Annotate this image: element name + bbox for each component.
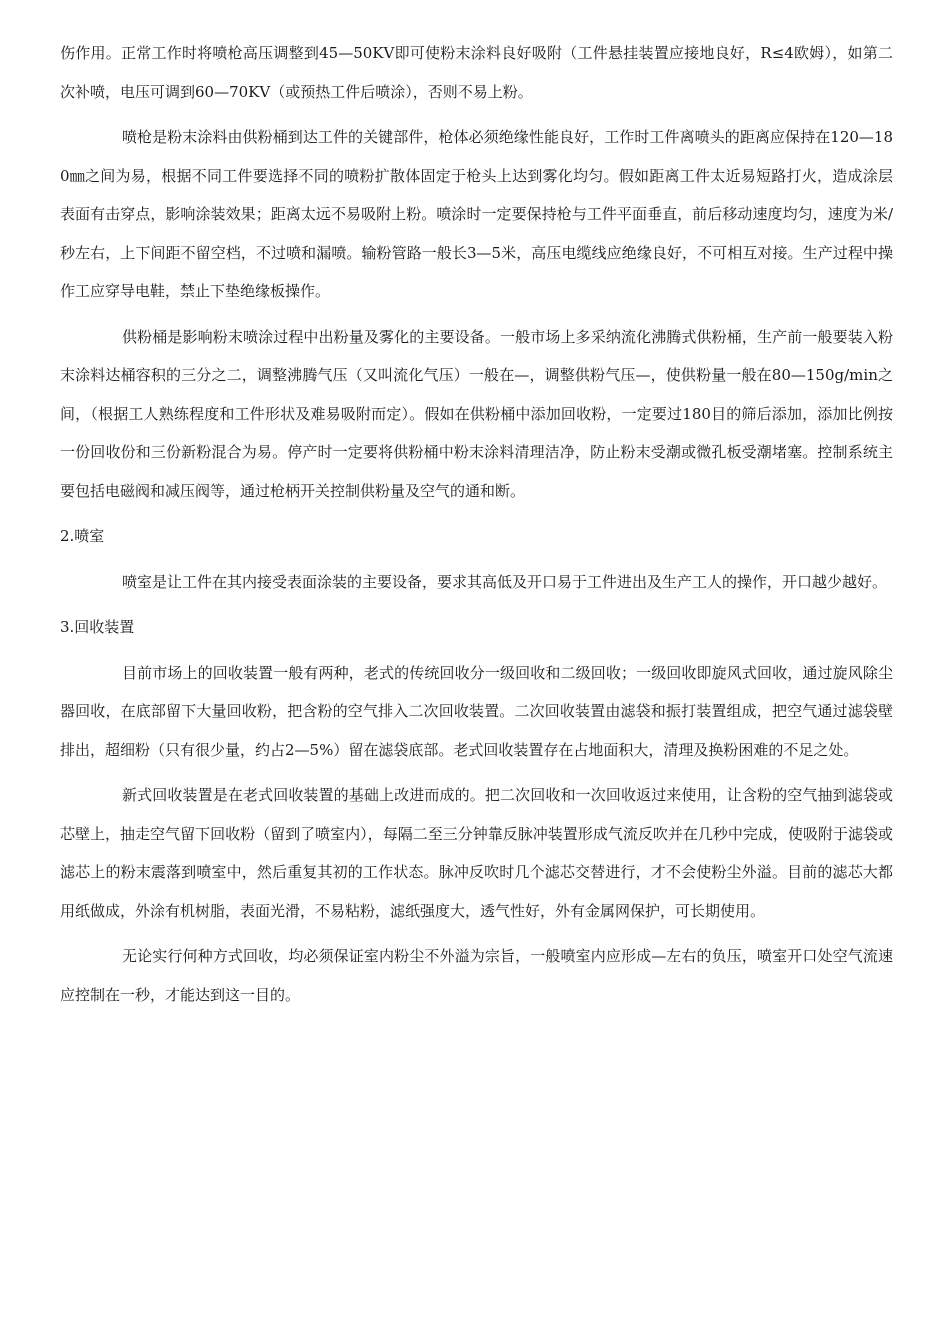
paragraph-gap: [60, 769, 893, 776]
paragraph-gap: [60, 556, 893, 563]
paragraph-spray-voltage: 伤作用。正常工作时将喷枪高压调整到45—50KV即可使粉末涂料良好吸附（工件悬挂装置应接地良好，R≤4欧姆），如第二次补喷，电压可调到60—70KV（或预热工件后喷涂），否则不易上粉。: [60, 44, 893, 101]
paragraph-spray-gun: 喷枪是粉末涂料由供粉桶到达工件的关键部件，枪体必须绝缘性能良好，工作时工件离喷头的距离应保持在120—180㎜之间为易，根据不同工件要选择不同的喷粉扩散体固定于枪头上达到雾化均匀。假如距离工件太近易短路打火，造成涂层表面有击穿点，影响涂装效果；距离太远不易吸附上粉。喷涂时一定要保持枪与工件平面垂直，前后移动速度均匀，速度为米/秒左右，上下间距不留空档，不过喷和漏喷。输粉管路一般长3—5米，高压电缆线应绝缘良好，不可相互对接。生产过程中操作工应穿导电鞋，禁止下垫绝缘板操作。: [60, 128, 893, 300]
section-heading-recovery-device: 3.回收装置: [60, 618, 135, 636]
paragraph-new-recovery: 新式回收装置是在老式回收装置的基础上改进而成的。把二次回收和一次回收返过来使用，让含粉的空气抽到滤袋或芯壁上，抽走空气留下回收粉（留到了喷室内），每隔二至三分钟靠反脉冲装置形成气流反吹并在几秒中完成，使吸附于滤袋或滤芯上的粉末震落到喷室中，然后重复其初的工作状态。脉冲反吹时几个滤芯交替进行，才不会使粉尘外溢。目前的滤芯大都用纸做成，外涂有机树脂，表面光滑，不易粘粉，滤纸强度大，透气性好，外有金属网保护，可长期使用。: [60, 786, 893, 920]
paragraph-gap: [60, 647, 893, 654]
paragraph-old-recovery: 目前市场上的回收装置一般有两种，老式的传统回收分一级回收和二级回收；一级回收即旋风式回收，通过旋风除尘器回收，在底部留下大量回收粉，把含粉的空气排入二次回收装置。二次回收装置由滤袋和振打装置组成，把空气通过滤袋壁排出，超细粉（只有很少量，约占2—5%）留在滤袋底部。老式回收装置存在占地面积大，清理及换粉困难的不足之处。: [60, 663, 893, 759]
paragraph-gap: [60, 930, 893, 937]
document-page: [60, 34, 893, 1014]
paragraph-negative-pressure: 无论实行何种方式回收，均必须保证室内粉尘不外溢为宗旨，一般喷室内应形成—左右的负压，喷室开口处空气流速应控制在一秒，才能达到这一目的。: [60, 947, 893, 1004]
section-heading-spray-booth: 2.喷室: [60, 527, 105, 545]
paragraph-gap: [60, 311, 893, 318]
paragraph-powder-feeder: 供粉桶是影响粉末喷涂过程中出粉量及雾化的主要设备。一般市场上多采纳流化沸腾式供粉桶，生产前一般要装入粉末涂料达桶容积的三分之二，调整沸腾气压（又叫流化气压）一般在—，调整供粉气压—，使供粉量一般在80—150g/min之间，（根据工人熟练程度和工件形状及难易吸附而定）。假如在供粉桶中添加回收粉，一定要过180目的筛后添加，添加比例按一份回收份和三份新粉混合为易。停产时一定要将供粉桶中粉末涂料清理洁净，防止粉末受潮或微孔板受潮堵塞。控制系统主要包括电磁阀和减压阀等，通过枪柄开关控制供粉量及空气的通和断。: [60, 327, 893, 500]
paragraph-spray-booth: 喷室是让工件在其内接受表面涂装的主要设备，要求其高低及开口易于工件进出及生产工人的操作，开口越少越好。: [122, 572, 888, 591]
paragraph-gap: [60, 111, 893, 118]
paragraph-gap: [60, 510, 893, 517]
paragraph-gap: [60, 601, 893, 608]
